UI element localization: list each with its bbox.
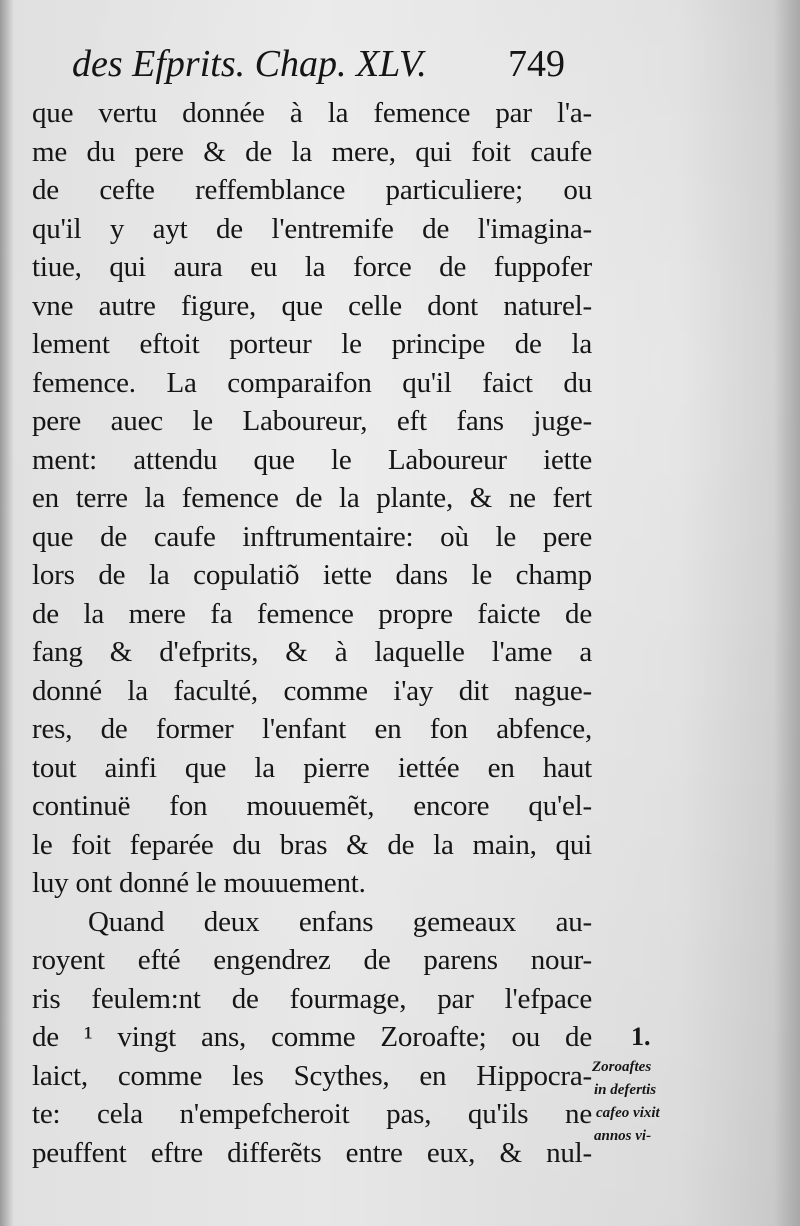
text-line: tiue, qui aura eu la force de fuppofer [32,251,592,283]
text-line: ris feulem:nt de fourmage, par l'efpace [32,982,592,1015]
body-text [32,94,592,1172]
text-line: peuffent eftre differẽts entre eux, & nul- [32,1136,592,1169]
text-line: lement eftoit porteur le principe de la [32,328,592,360]
page-number: 749 [508,43,565,85]
text-line: fang & d'efprits, & à laquelle l'ame a [32,636,592,668]
text-line: res, de former l'enfant en fon abfence, [32,713,592,745]
text-line: te: cela n'empefcheroit pas, qu'ils ne [32,1098,592,1130]
text-line: que vertu donnée à la femence par l'a- [32,97,592,129]
text-line: en terre la femence de la plante, & ne fert [32,482,592,514]
text-line: de ¹ vingt ans, comme Zoroafte; ou de [32,1021,592,1053]
marginal-note-line: in defertis [594,1082,657,1098]
marginal-note-line: Zoroaftes [592,1059,652,1075]
text-line: le foit feparée du bras & de la main, qui [32,828,592,861]
text-line: pere auec le Laboureur, eft fans juge- [32,405,592,437]
running-header [72,42,592,92]
text-line: lors de la copulatiõ iette dans le champ [32,559,592,591]
paragraph-start-line: Quand deux enfans gemeaux au- [88,905,592,938]
marginal-note-line: cafeo vixit [596,1105,660,1121]
text-line: qu'il y ayt de l'entremife de l'imagina- [32,212,592,245]
text-line: tout ainfi que la pierre iettée en haut [32,751,592,784]
text-line: continuë fon mouuemẽt, encore qu'el- [32,790,592,822]
text-line: laict, comme les Scythes, en Hippocra- [32,1059,592,1092]
paragraph-end-line: luy ont donné le mouuement. [32,867,366,899]
text-line: royent efté engendrez de parens nour- [32,944,592,976]
text-line: vne autre figure, que celle dont naturel- [32,289,592,322]
marginal-note-line: annos vi- [594,1128,652,1144]
text-line: femence. La comparaifon qu'il faict du [32,366,592,399]
text-line: donné la faculté, comme i'ay dit nague- [32,674,592,707]
text-line: de la mere fa femence propre faicte de [32,597,592,630]
text-line: de cefte reffemblance particuliere; ou [32,174,592,206]
text-line: me du pere & de la mere, qui foit caufe [32,135,592,168]
text-line: que de caufe inftrumentaire: où le pere [32,520,592,553]
text-line: ment: attendu que le Laboureur iette [32,443,592,476]
running-title: des Efprits. Chap. XLV. [72,43,427,85]
marginal-note-number: 1. [631,1022,651,1051]
marginal-note [592,1056,704,1148]
